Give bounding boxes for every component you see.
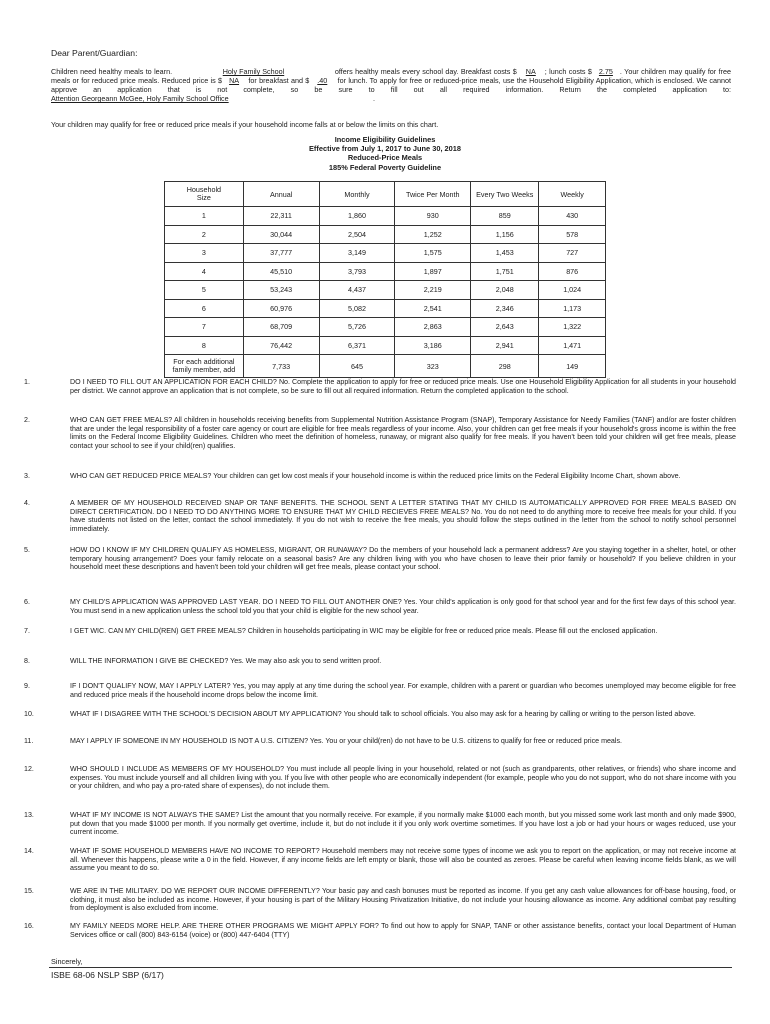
- table-cell: 2,863: [395, 318, 471, 337]
- faq-text: MY CHILD'S APPLICATION WAS APPROVED LAST YEAR. DO I NEED TO FILL OUT ANOTHER ONE? Yes. Your child's application is only good for that school year and for the first few days of this school year. You must send in a new application unless the school told you that your child is eligible for the new school year.: [70, 598, 736, 615]
- table-row: [165, 207, 606, 226]
- table-cell: 4: [165, 262, 244, 281]
- column-header: Household Size: [165, 182, 244, 207]
- table-cell: 430: [539, 207, 606, 226]
- chart-title-line: Effective from July 1, 2017 to June 30, 2018: [309, 144, 461, 154]
- table-cell: 2,219: [395, 281, 471, 300]
- faq-text: WHO CAN GET FREE MEALS? All children in households receiving benefits from Supplemental Nutrition Assistance Program (SNAP), Temporary Assistance for Needy Families (TANF) and/or are foster children that are under the legal responsibility of a foster care agency or court are eligible for free meals regardless of your income. Also, your children can get free meals if your household's gross income is within the free limits on the Federal Income Eligibility Guidelines. Children who meet the definition of homeless, runaway, or migrant also qualify for free meals. If you haven't been told your children will get free meals, please contact your school to see if your child(ren) qualifies.: [70, 416, 736, 450]
- faq-number: 12.: [24, 765, 34, 773]
- table-cell: 1,575: [395, 244, 471, 263]
- table-cell: 30,044: [243, 225, 319, 244]
- faq-text: WHAT IF MY INCOME IS NOT ALWAYS THE SAME? List the amount that you normally receive. For example, if you normally make $1000 each month, but you missed some work last month and only made $900, put down that you made $1000 per month. If you normally get overtime, include it, but do not include it if you only work overtime sometimes. If you have lost a job or had your hours or wages reduced, use your current income.: [70, 811, 736, 837]
- faq-number: 15.: [24, 887, 34, 895]
- faq-text: MAY I APPLY IF SOMEONE IN MY HOUSEHOLD IS NOT A U.S. CITIZEN? Yes. You or your child(ren) do not have to be U.S. citizens to qualify for free or reduced price meals.: [70, 737, 622, 745]
- faq-number: 6.: [24, 598, 30, 606]
- faq-text: I GET WIC. CAN MY CHILD(REN) GET FREE MEALS? Children in households participating in WIC may be eligible for free or reduced price meals. Please fill out the enclosed application.: [70, 627, 658, 635]
- faq-text: WILL THE INFORMATION I GIVE BE CHECKED? Yes. We may also ask you to send written proof.: [70, 657, 382, 665]
- faq-number: 14.: [24, 847, 34, 855]
- table-cell: 5,726: [319, 318, 395, 337]
- qualify-line: Your children may qualify for free or reduced price meals if your household income falls at or below the limits on this chart.: [51, 120, 439, 129]
- table-cell: 7: [165, 318, 244, 337]
- table-row-additional: [165, 355, 606, 378]
- table-cell: 6: [165, 299, 244, 318]
- table-row: [165, 262, 606, 281]
- chart-title: [160, 135, 610, 172]
- faq-text: WHO SHOULD I INCLUDE AS MEMBERS OF MY HOUSEHOLD? You must include all people living in your household, related or not (such as grandparents, other relatives, or friends) who share income and expenses. You must include yourself and all children living with you. If you live with other people who are economically independent (for example, people who you do not support, who do not share income with you or your children, and who pay a pro-rated share of expenses), do not include them.: [70, 765, 736, 791]
- column-header: Monthly: [319, 182, 395, 207]
- table-cell: 149: [539, 355, 606, 378]
- table-cell: 2: [165, 225, 244, 244]
- intro-body: for lunch. To apply for free or reduced-price meals, use the Household Eligibility Application, which is enclosed. We cannot approve an application that is not complete, so be sure to fill out all required information. Return the completed application to:: [51, 76, 732, 94]
- return-to-field: Attention Georgeann McGee, Holy Family School Office: [51, 94, 229, 103]
- table-cell: 645: [319, 355, 395, 378]
- faq-text: WE ARE IN THE MILITARY. DO WE REPORT OUR INCOME DIFFERENTLY? Your basic pay and cash bonuses must be reported as income. If you get any cash value allowances for off-base housing, food, or clothing, it must also be included as income. However, if your housing is part of the Military Housing Privatization Initiative, do not include your housing allowance as income. Any additional combat pay resulting from deployment is also excluded from income.: [70, 887, 736, 913]
- intro-offers: offers healthy meals every school day. Breakfast costs $: [334, 67, 517, 76]
- table-cell: 3,149: [319, 244, 395, 263]
- table-cell: 298: [471, 355, 539, 378]
- table-cell: 578: [539, 225, 606, 244]
- income-eligibility-table: [164, 181, 606, 378]
- faq-number: 8.: [24, 657, 30, 665]
- table-cell: 53,243: [243, 281, 319, 300]
- table-body: [165, 207, 606, 355]
- faq-number: 3.: [24, 472, 30, 480]
- reduced-lunch-field: .40: [317, 76, 328, 85]
- faq-number: 2.: [24, 416, 30, 424]
- table-cell: 1,860: [319, 207, 395, 226]
- signoff: Sincerely,: [51, 957, 83, 966]
- intro-paragraph: Children need healthy meals to learn. Holy Family School offers healthy meals every school day. Breakfast costs $ NA ; lunch costs $ 2.75 . Your children may qualify for free meals or for reduced price meals. Reduced price is $ NA for breakfast and $ .40 for lunch. To apply for free or reduced-price meals, use the Household Eligibility Application, which is enclosed. We cannot approve an application that is not complete, so be sure to fill out all required information. Return the completed application to: Attention Georgeann McGee, Holy Family School Office .: [51, 67, 732, 103]
- table-cell: 2,643: [471, 318, 539, 337]
- table-cell: 323: [395, 355, 471, 378]
- faq-text: A MEMBER OF MY HOUSEHOLD RECEIVED SNAP OR TANF BENEFITS. THE SCHOOL SENT A LETTER STATING THAT MY CHILD IS AUTOMATICALLY APPROVED FOR FREE MEALS BASED ON DIRECT CERTIFICATION. DO I NEED TO DO ANYTHING MORE TO ENSURE THAT MY CHILD RECIEVES FREE MEALS? No. You do not need to do anything more to receive free meals for your child. If you have students not listed on the letter, contact the school immediately. If you do not wish to receive the free meals, you should follow the steps outlined in the letter from the school to notify school personnel immediately.: [70, 499, 736, 533]
- table-row: [165, 299, 606, 318]
- table-cell: 1,453: [471, 244, 539, 263]
- faq-number: 9.: [24, 682, 30, 690]
- lunch-cost-field: 2.75: [598, 67, 613, 76]
- table-cell: 2,048: [471, 281, 539, 300]
- faq-text: MY FAMILY NEEDS MORE HELP. ARE THERE OTHER PROGRAMS WE MIGHT APPLY FOR? To find out how to apply for SNAP, TANF or other assistance benefits, contact your local Department of Human Services office or call (800) 843-6154 (voice) or (800) 447-6404 (TTY): [70, 922, 736, 939]
- column-header: Weekly: [539, 182, 606, 207]
- faq-number: 11.: [24, 737, 34, 745]
- faq-text: IF I DON'T QUALIFY NOW, MAY I APPLY LATER? Yes, you may apply at any time during the school year. For example, children with a parent or guardian who becomes unemployed may become eligible for free and reduced price meals if the household income drops below the income limit.: [70, 682, 736, 699]
- faq-number: 5.: [24, 546, 30, 554]
- table-row: [165, 336, 606, 355]
- table-cell: 1,024: [539, 281, 606, 300]
- intro-lunch: ; lunch costs $: [544, 67, 592, 76]
- table-cell: 2,504: [319, 225, 395, 244]
- table-cell: 1,751: [471, 262, 539, 281]
- faq-text: HOW DO I KNOW IF MY CHILDREN QUALIFY AS HOMELESS, MIGRANT, OR RUNAWAY? Do the members of your household lack a permanent address? Are you staying together in a shelter, hotel, or other temporary housing arrangement? Does your family relocate on a seasonal basis? Are any children living with you who have chosen to leave their prior family or household? If you believe children in your household meet these descriptions and haven't been told your children will get free meals, please contact your school.: [70, 546, 736, 572]
- intro-for-breakfast: for breakfast and $: [248, 76, 310, 85]
- table-cell: 37,777: [243, 244, 319, 263]
- table-cell: 8: [165, 336, 244, 355]
- table-cell: 60,976: [243, 299, 319, 318]
- faq-text: WHAT IF SOME HOUSEHOLD MEMBERS HAVE NO INCOME TO REPORT? Household members may not receive some types of income we ask you to report on the application, or may not receive income at all. Whenever this happens, please write a 0 in the field. However, if any income fields are left empty or blank, those will also be counted as zeroes. Please be careful when leaving income fields blank, as we will assume you meant to do so.: [70, 847, 736, 873]
- table-row: [165, 225, 606, 244]
- faq-number: 1.: [24, 378, 30, 386]
- table-cell: 1,252: [395, 225, 471, 244]
- table-cell: 1,173: [539, 299, 606, 318]
- table-cell: For each additional family member, add: [165, 355, 244, 378]
- table-cell: 6,371: [319, 336, 395, 355]
- table-cell: 859: [471, 207, 539, 226]
- table-cell: 2,541: [395, 299, 471, 318]
- table-cell: 45,510: [243, 262, 319, 281]
- chart-title-line: Reduced-Price Meals: [347, 153, 423, 163]
- table-cell: 1,471: [539, 336, 606, 355]
- breakfast-cost-field: NA: [525, 67, 536, 76]
- table-cell: 876: [539, 262, 606, 281]
- school-name-field: Holy Family School: [222, 67, 285, 76]
- column-header: Every Two Weeks: [471, 182, 539, 207]
- intro-reduced: . Your children may qualify for free meals or for reduced price meals. Reduced price is $: [51, 67, 731, 85]
- table-cell: 727: [539, 244, 606, 263]
- intro-lead: Children need healthy meals to learn.: [51, 67, 173, 76]
- table-header-row: [165, 182, 606, 207]
- faq-text: DO I NEED TO FILL OUT AN APPLICATION FOR EACH CHILD? No. Complete the application to apply for free or reduced price meals. Use one Household Eligibility Application for all students in your household per district. We cannot approve an application that is not complete, so be sure to fill out all required information. Return the completed application to the school.: [70, 378, 736, 395]
- table-cell: 76,442: [243, 336, 319, 355]
- table-row: [165, 281, 606, 300]
- table-cell: 1,322: [539, 318, 606, 337]
- table-cell: 5: [165, 281, 244, 300]
- chart-title-line: Income Eligibility Guidelines: [334, 135, 436, 144]
- table-cell: 22,311: [243, 207, 319, 226]
- table-cell: 1,897: [395, 262, 471, 281]
- column-header: Twice Per Month: [395, 182, 471, 207]
- faq-text: WHO CAN GET REDUCED PRICE MEALS? Your children can get low cost meals if your household income is within the reduced price limits on the Federal Eligibility Income Chart, shown above.: [70, 472, 681, 480]
- table-cell: 3,186: [395, 336, 471, 355]
- reduced-breakfast-field: NA: [229, 76, 240, 85]
- table-cell: 930: [395, 207, 471, 226]
- faq-number: 13.: [24, 811, 34, 819]
- column-header: Annual: [243, 182, 319, 207]
- table-cell: 3: [165, 244, 244, 263]
- table-cell: 2,346: [471, 299, 539, 318]
- table-cell: 5,082: [319, 299, 395, 318]
- table-row: [165, 244, 606, 263]
- faq-number: 7.: [24, 627, 30, 635]
- faq-text: WHAT IF I DISAGREE WITH THE SCHOOL'S DECISION ABOUT MY APPLICATION? You should talk to school officials. You also may ask for a hearing by calling or writing to the person listed above.: [70, 710, 696, 718]
- faq-number: 4.: [24, 499, 30, 507]
- footer-divider: [49, 967, 732, 968]
- table-cell: 68,709: [243, 318, 319, 337]
- table-cell: 1,156: [471, 225, 539, 244]
- table-cell: 3,793: [319, 262, 395, 281]
- table-cell: 2,941: [471, 336, 539, 355]
- table-cell: 1: [165, 207, 244, 226]
- faq-number: 16.: [24, 922, 34, 930]
- table-cell: 4,437: [319, 281, 395, 300]
- greeting: Dear Parent/Guardian:: [51, 48, 138, 58]
- table-row: [165, 318, 606, 337]
- chart-title-line: 185% Federal Poverty Guideline: [328, 162, 442, 172]
- faq-number: 10.: [24, 710, 34, 718]
- table-cell: 7,733: [243, 355, 319, 378]
- form-id: ISBE 68-06 NSLP SBP (6/17): [51, 970, 164, 980]
